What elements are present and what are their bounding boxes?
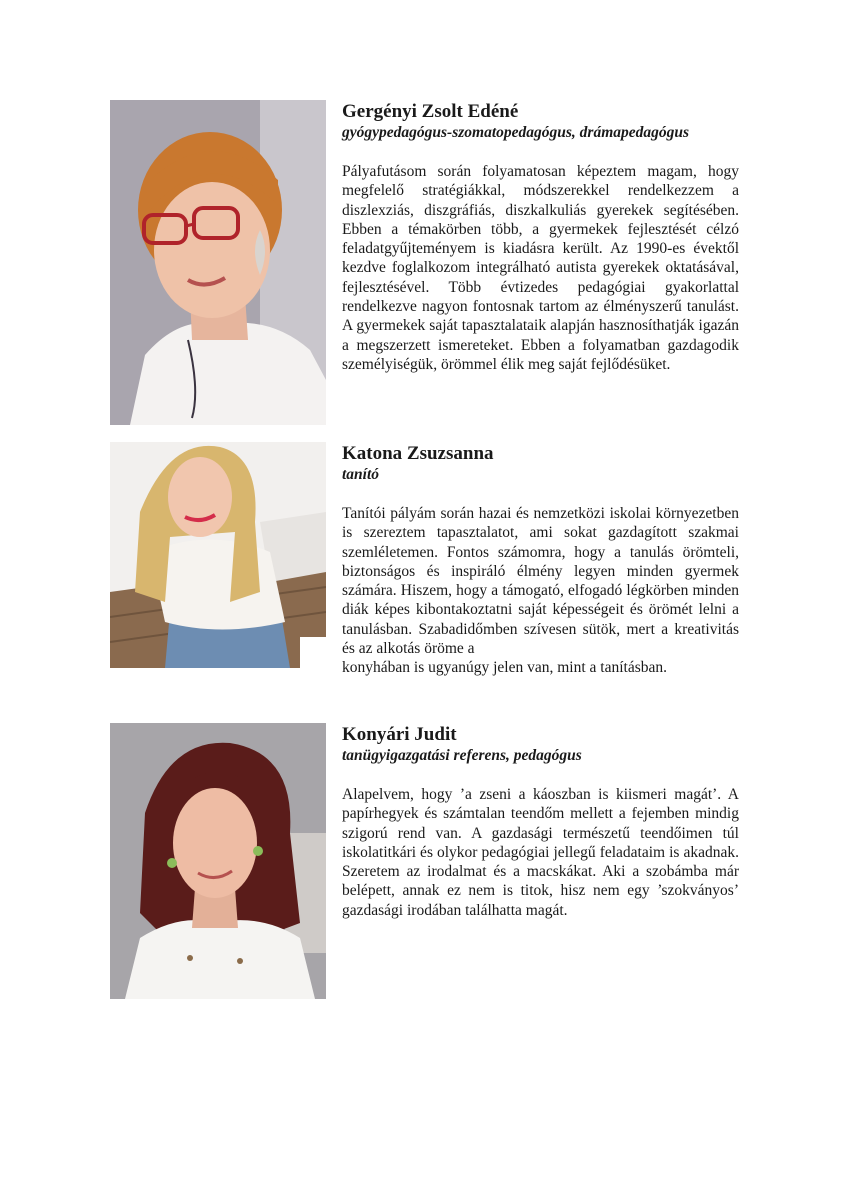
person-bio-tail: konyhában is ugyanúgy jelen van, mint a tanításban. bbox=[342, 659, 667, 677]
person-bio: Pályafutásom során folyamatosan képeztem magam, hogy megfelelő stratégiákkal, módszerekkel rendelkezzem a diszlexziás, diszgráfiás, diszkalkuliás gyerekek segítésében. Ebben a témakörben több, a gyermekek fejlesztését célzó feladatgyűjteményem is kiadásra került. Az 1990-es évektől kezdve foglalkozom integrálható autista gyerekek oktatásával, fejlesztésével. Több évtizedes pedagógiai gyakorlattal rendelkezve nagyon fontosnak tartom az élményszerű tanulást. A gyermekek saját tapasztalataik alapján hasznosíthatják igazán a megszerzett ismereteket. Ebben a folyamatban gazdagodik személyiségük, örömmel élik meg saját fejlődésüket. bbox=[342, 163, 739, 373]
person-bio-text: Tanítói pályám során hazai és nemzetközi iskolai környezetben is szereztem tapasztalatot, ami sokat gazdagított szakmai szemléletemen. Fontos számomra, hogy a tanulás örömteli, biztonságos és inspiráló élmény legyen minden gyermek számára. Hiszem, hogy a támogató, elfogadó légkörben minden diák képes kibontakoztatni saját képességeit és örömét lelni a tanulásban. Szabadidőmben szívesen sütök, mert a kreativitás és az alkotás öröme a bbox=[342, 505, 739, 658]
profile-info bbox=[342, 100, 739, 374]
person-role: tanító bbox=[342, 466, 380, 483]
person-bio: Alapelvem, hogy ’a zseni a káoszban is kiismeri magát’. A papírhegyek és számtalan teendőm mellett a fejemben mindig szigorú rend van. A gazdasági természetű teendőimen túl iskolatitkári és olykor pedagógiai jellegű feladataim is akadnak. Szeretem az irodalmat és a macskákat. Aki a szobámba már belépett, annak ez nem is titok, hisz nem egy ’szokványos’ gazdasági irodában találhatta magát. bbox=[342, 786, 739, 919]
person-name: Konyári Judit bbox=[342, 724, 457, 745]
person-role: tanügyigazgatási referens, pedagógus bbox=[342, 747, 582, 764]
person-name: Katona Zsuzsanna bbox=[342, 443, 494, 464]
portrait-photo bbox=[110, 100, 326, 425]
profile-info bbox=[342, 442, 739, 678]
person-role: gyógypedagógus-szomatopedagógus, drámapedagógus bbox=[342, 124, 690, 141]
profile-info bbox=[342, 723, 739, 920]
portrait-photo bbox=[110, 723, 326, 999]
portrait-photo bbox=[110, 442, 326, 668]
person-bio bbox=[342, 504, 739, 678]
person-name: Gergényi Zsolt Edéné bbox=[342, 101, 519, 122]
